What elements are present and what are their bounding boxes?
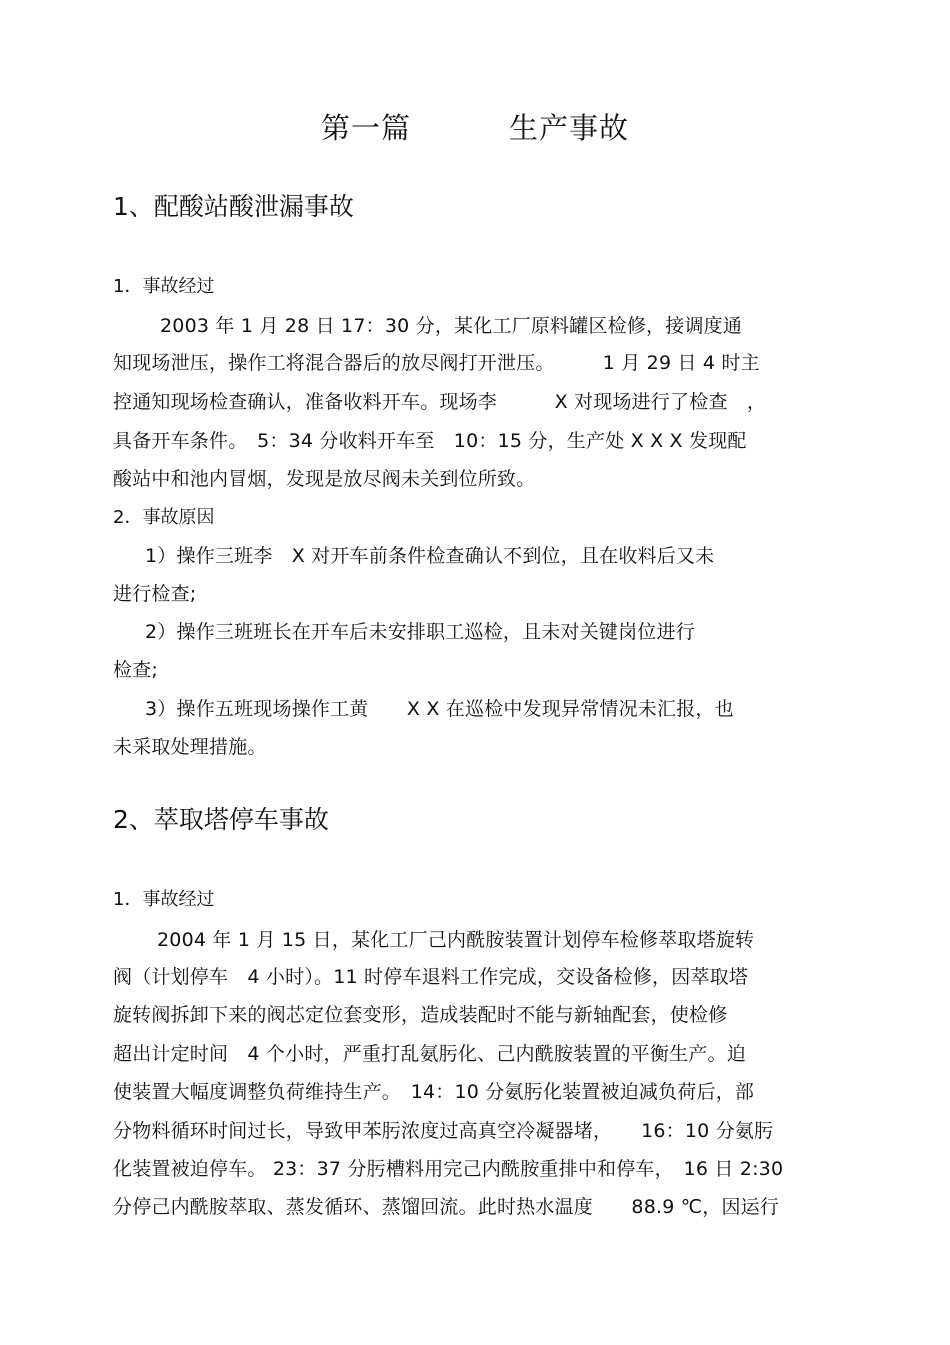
paragraph-line: 超出计定时间 4 个小时，严重打乱氨肟化、己内酰胺装置的平衡生产。迫 [113, 1043, 746, 1065]
paragraph-line: 1）操作三班李 X 对开车前条件检查确认不到位，且在收料后又未 [145, 545, 715, 567]
paragraph-line: 未采取处理措施。 [113, 736, 267, 758]
subheading-process-1: 1．事故经过 [113, 276, 215, 297]
paragraph-line: 旋转阀拆卸下来的阀芯定位套变形，造成装配时不能与新轴配套，使检修 [113, 1004, 728, 1026]
paragraph-line: 分停己内酰胺萃取、蒸发循环、蒸馏回流。此时热水温度 88.9 ℃，因运行 [113, 1196, 780, 1218]
title-part: 第一篇 [320, 111, 411, 145]
page-title [0, 108, 950, 148]
paragraph-line: 检查; [113, 659, 159, 681]
paragraph-line: 2003 年 1 月 28 日 17：30 分，某化工厂原料罐区检修，接调度通 [160, 315, 743, 337]
paragraph-line: 2）操作三班班长在开车后未安排职工巡检，且未对关键岗位进行 [145, 621, 695, 643]
paragraph-line: 阀（计划停车 4 小时）。11 时停车退料工作完成，交设备检修，因萃取塔 [113, 966, 749, 988]
paragraph-line: 化装置被迫停车。 23：37 分肟槽料用完己内酰胺重排中和停车， 16 日 2:30 [113, 1158, 784, 1180]
paragraph-line: 2004 年 1 月 15 日，某化工厂己内酰胺装置计划停车检修萃取塔旋转 [157, 929, 755, 951]
subheading-cause-1: 2．事故原因 [113, 507, 215, 528]
paragraph-line: 使装置大幅度调整负荷维持生产。 14：10 分氨肟化装置被迫减负荷后，部 [113, 1081, 755, 1103]
paragraph-line: 知现场泄压，操作工将混合器后的放尽阀打开泄压。 1 月 29 日 4 时主 [113, 352, 760, 374]
subheading-process-2: 1．事故经过 [113, 889, 215, 910]
title-name: 生产事故 [509, 111, 630, 145]
section-heading-1: 1、配酸站酸泄漏事故 [113, 192, 354, 221]
paragraph-line: 进行检查; [113, 583, 197, 605]
paragraph-line: 控通知现场检查确认，准备收料开车。现场李 X 对现场进行了检查 ， [113, 391, 767, 413]
paragraph-line: 3）操作五班现场操作工黄 X X 在巡检中发现异常情况未汇报，也 [145, 698, 734, 720]
paragraph-line: 分物料循环时间过长，导致甲苯肟浓度过高真空冷凝器堵， 16：10 分氨肟 [113, 1120, 774, 1142]
section-heading-2: 2、萃取塔停车事故 [113, 805, 329, 834]
paragraph-line: 酸站中和池内冒烟，发现是放尽阀未关到位所致。 [113, 468, 536, 490]
paragraph-line: 具备开车条件。 5：34 分收料开车至 10：15 分，生产处 X X X 发现配 [113, 430, 747, 452]
